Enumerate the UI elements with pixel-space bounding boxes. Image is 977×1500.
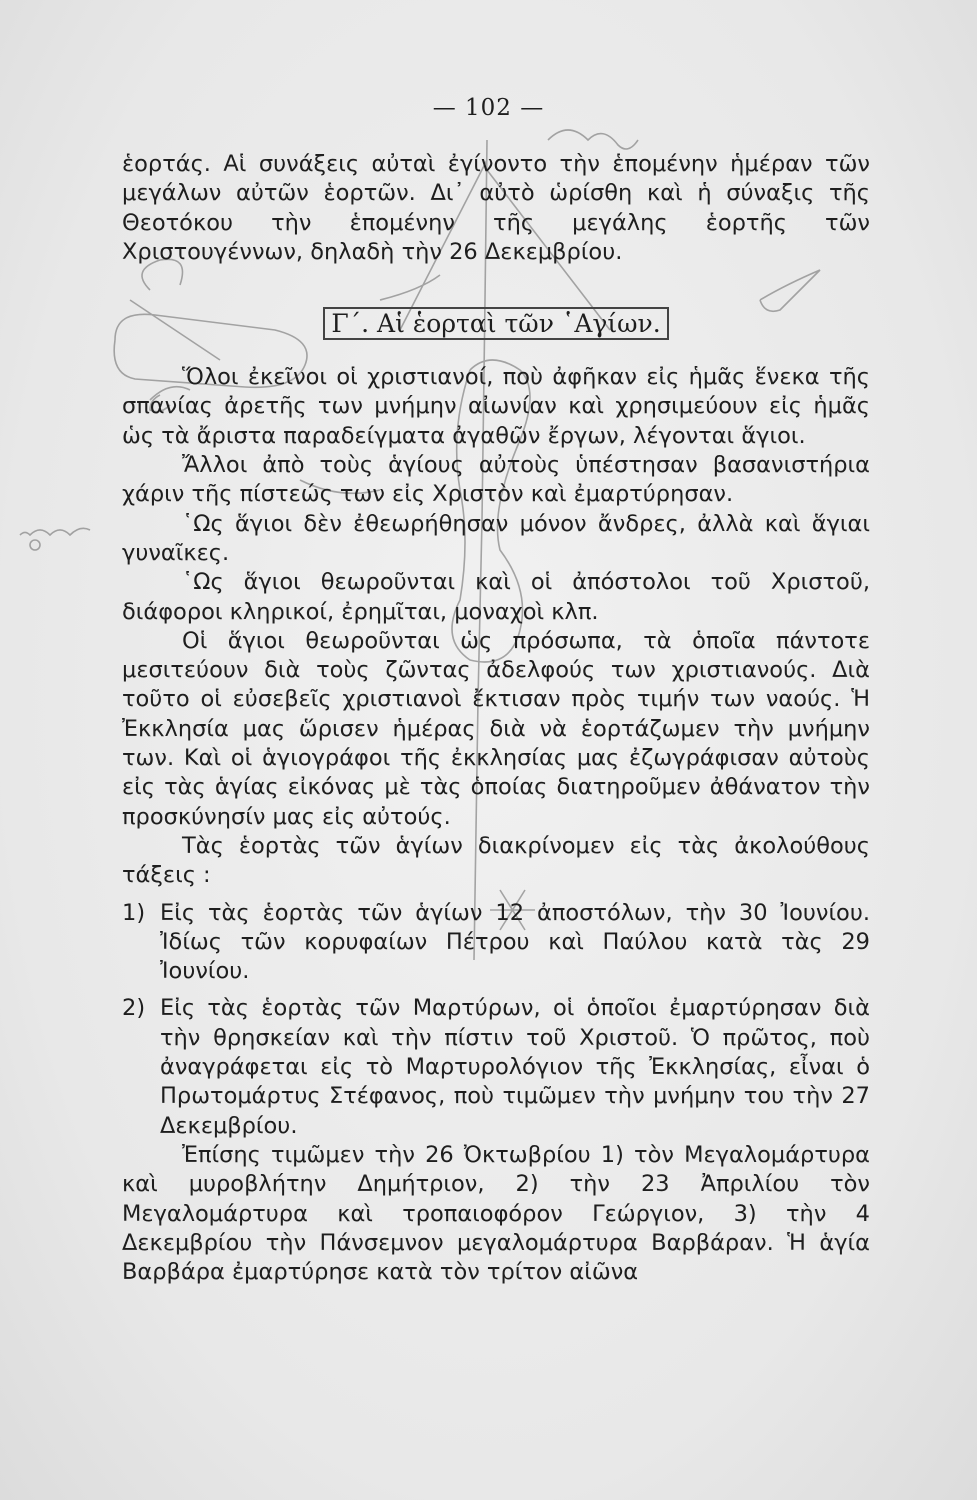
list-item-number: 2)	[122, 995, 146, 1022]
list-item-text: Εἰς τὰς ἑορτὰς τῶν ἁγίων 12 ἀποστόλων, τὴν 30 Ἰουνίου. Ἰδίως τῶν κορυφαίων Πέτρου καὶ Παύλου κατὰ τὰς 29 Ἰουνίου.	[160, 899, 870, 985]
list-item-number: 1)	[122, 899, 146, 926]
paragraph-4: ῾Ως ἅγιοι δὲν ἐθεωρήθησαν μόνον ἄνδρες, ἀλλὰ καὶ ἅγιαι γυναῖκες.	[122, 510, 870, 566]
list-item-1	[122, 899, 870, 987]
list-item-2	[122, 994, 870, 1140]
section-heading-text: Γ΄. Αἱ ἑορταὶ τῶν ῾Αγίων.	[323, 307, 668, 340]
section-heading	[122, 307, 870, 341]
page-number: — 102 —	[432, 95, 545, 121]
paragraph-8: Ἐπίσης τιμῶμεν τὴν 26 Ὀκτωβρίου 1) τὸν Μεγαλομάρτυρα καὶ μυροβλήτην Δημήτριον, 2) τὴν 23 Ἀπριλίου τὸν Μεγαλομάρτυρα καὶ τροπαιοφόρον Γεώργιον, 3) τὴν 4 Δεκεμβρίου τὴν Πάνσεμνον μεγαλομάρτυρα Βαρβάραν. Ἡ ἁγία Βαρβάρα ἐμαρτύρησε κατὰ τὸν τρίτον αἰῶνα	[122, 1141, 870, 1286]
paragraph-7: Τὰς ἑορτὰς τῶν ἁγίων διακρίνομεν εἰς τὰς ἀκολούθους τάξεις :	[122, 832, 870, 889]
list-item-text: Εἰς τὰς ἑορτὰς τῶν Μαρτύρων, οἱ ὁποῖοι ἐμαρτύρησαν διὰ τὴν θρησκείαν καὶ τὴν πίστιν τοῦ Χριστοῦ. Ὁ πρῶτος, ποὺ ἀναγράφεται εἰς τὸ Μαρτυρολόγιον τῆς Ἐκκλησίας, εἶναι ὁ Πρωτομάρτυς Στέφανος, ποὺ τιμῶμεν τὴν μνήμην του τὴν 27 Δεκεμβρίου.	[160, 995, 870, 1139]
paragraph-2: Ὅλοι ἐκεῖνοι οἱ χριστιανοί, ποὺ ἀφῆκαν εἰς ἡμᾶς ἕνεκα τῆς σπανίας ἀρετῆς των μνήμην αἰωνίαν καὶ χρησιμεύουν εἰς ἡμᾶς ὡς τὰ ἄριστα παραδείγματα ἀγαθῶν ἔργων, λέγονται ἅγιοι.	[122, 364, 870, 449]
page-body	[122, 150, 870, 1287]
paragraph-3: Ἄλλοι ἀπὸ τοὺς ἁγίους αὐτοὺς ὑπέστησαν βασανιστήρια χάριν τῆς πίστεώς των εἰς Χριστὸν καὶ ἐμαρτύρησαν.	[122, 452, 870, 508]
paragraph-1: ἑορτάς. Αἱ συνάξεις αὐταὶ ἐγίνοντο τὴν ἑπομένην ἡμέραν τῶν μεγάλων αὐτῶν ἑορτῶν. Δι᾽ αὐτὸ ὡρίσθη καὶ ἡ σύναξις τῆς Θεοτόκου τὴν ἑπομένην τῆς μεγάλης ἑορτῆς τῶν Χριστουγέννων, δηλαδὴ τὴν 26 Δεκεμβρίου.	[122, 151, 870, 265]
paragraph-5: ῾Ως ἅγιοι θεωροῦνται καὶ οἱ ἀπόστολοι τοῦ Χριστοῦ, διάφοροι κληρικοί, ἐρημῖται, μοναχοὶ κλπ.	[122, 569, 870, 625]
paragraph-6: Οἱ ἅγιοι θεωροῦνται ὡς πρόσωπα, τὰ ὁποῖα πάντοτε μεσιτεύουν διὰ τοὺς ζῶντας ἀδελφούς των χριστιανούς. Διὰ τοῦτο οἱ εὐσεβεῖς χριστιανοὶ ἔκτισαν πρὸς τιμήν των ναούς. Ἡ Ἐκκλησία μας ὥρισεν ἡμέρας διὰ νὰ ἑορτάζωμεν τὴν μνήμην των. Καὶ οἱ ἁγιογράφοι τῆς ἐκκλησίας μας ἐζωγράφισαν αὐτοὺς εἰς τὰς ἁγίας εἰκόνας μὲ τὰς ὁποίας διατηροῦμεν ἀθάνατον τὴν προσκύνησίν μας εἰς αὐτούς.	[122, 627, 870, 830]
